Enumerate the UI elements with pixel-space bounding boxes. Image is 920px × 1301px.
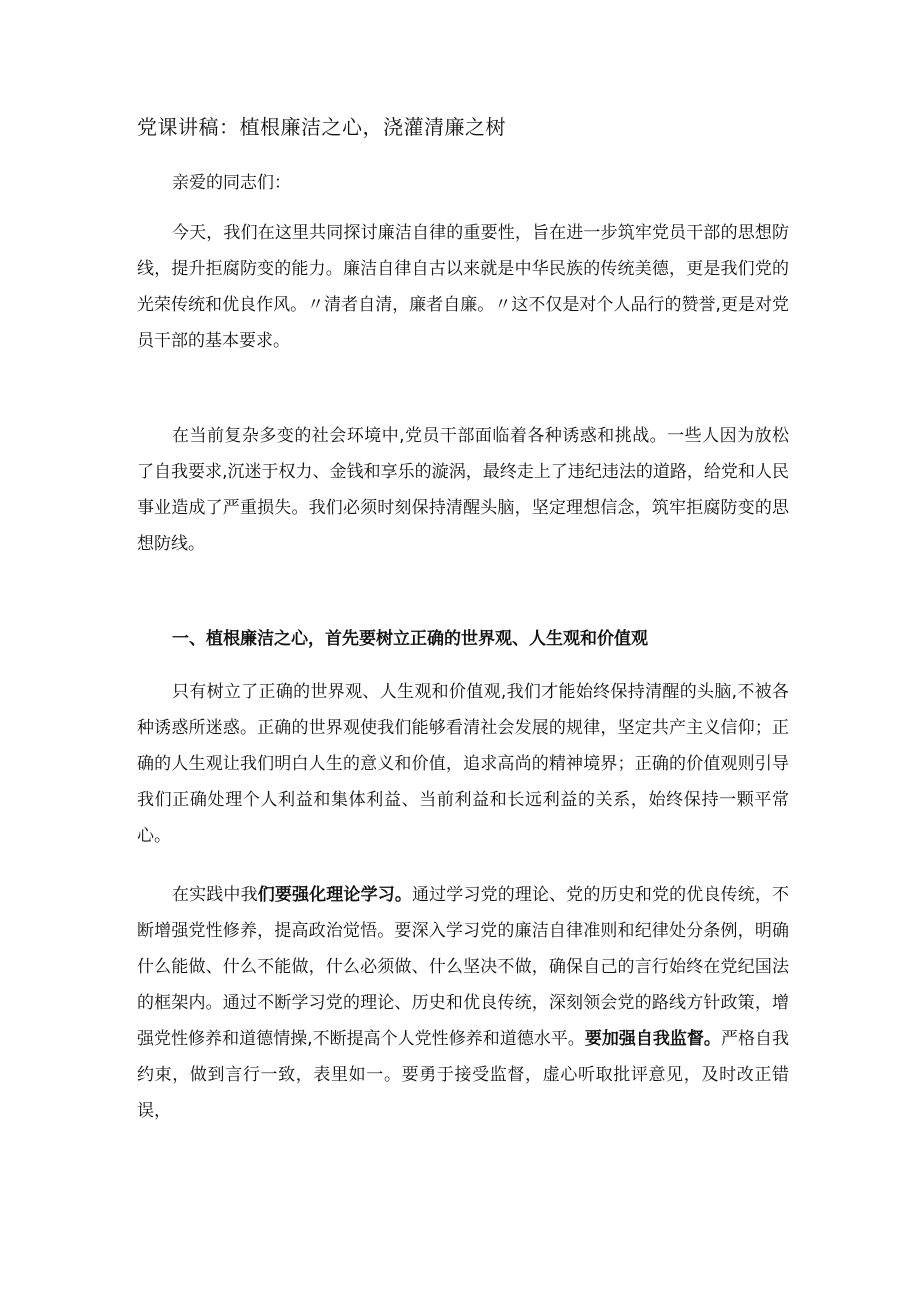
paragraph-values: 只有树立了正确的世界观、人生观和价值观,我们才能始终保持清醒的头脑,不被各种诱惑所迷惑。正确的世界观使我们能够看清社会发展的规律，坚定共产主义信仰；正确的人生观让我们明白人生的意义和价值，追求高尚的精神境界；正确的价值观则引导我们正确处理个人利益和集体利益、当前利益和长远利益的关系，始终保持一颗平常心。 — [137, 682, 789, 846]
paragraph-practice-emphasis-1: 们要强化理论学习。 — [257, 885, 413, 905]
section-heading: 一、植根廉洁之心，首先要树立正确的世界观、人生观和价值观 — [172, 629, 648, 649]
greeting: 亲爱的同志们： — [172, 173, 291, 193]
paragraph-practice — [137, 877, 789, 1129]
paragraph-practice-text-3: 严格自我约束，做到言行一致，表里如一。要勇于接受监督，虚心听取批评意见，及时改正错误， — [137, 1029, 789, 1121]
paragraph-context: 在当前复杂多变的社会环境中,党员干部面临着各种诱惑和挑战。一些人因为放松了自我要求,沉迷于权力、金钱和享乐的漩涡，最终走上了违纪违法的道路，给党和人民事业造成了严重损失。我们必须时刻保持清醒头脑，坚定理想信念，筑牢拒腐防变的思想防线。 — [137, 426, 789, 554]
document-title: 党课讲稿：植根廉洁之心，浇灌清廉之树 — [137, 115, 506, 139]
paragraph-practice-text-1: 在实践中我 — [172, 885, 258, 905]
paragraph-practice-emphasis-2: 要加强自我监督。 — [584, 1029, 721, 1049]
paragraph-practice-text-2: 通过学习党的理论、党的历史和党的优良传统，不断增强党性修养，提高政治觉悟。要深入学习党的廉洁自律准则和纪律处分条例，明确什么能做、什么不能做，什么必须做、什么坚决不做，确保自己的言行始终在党纪国法的框架内。通过不断学习党的理论、历史和优良传统，深刻领会党的路线方针政策，增强党性修养和道德情操,不断提高个人党性修养和道德水平。 — [137, 885, 790, 1049]
paragraph-intro: 今天，我们在这里共同探讨廉洁自律的重要性，旨在进一步筑牢党员干部的思想防线，提升拒腐防变的能力。廉洁自律自古以来就是中华民族的传统美德，更是我们党的光荣传统和优良作风。〃清者自清，廉者自廉。〃这不仅是对个人品行的赞誉,更是对党员干部的基本要求。 — [137, 223, 789, 351]
